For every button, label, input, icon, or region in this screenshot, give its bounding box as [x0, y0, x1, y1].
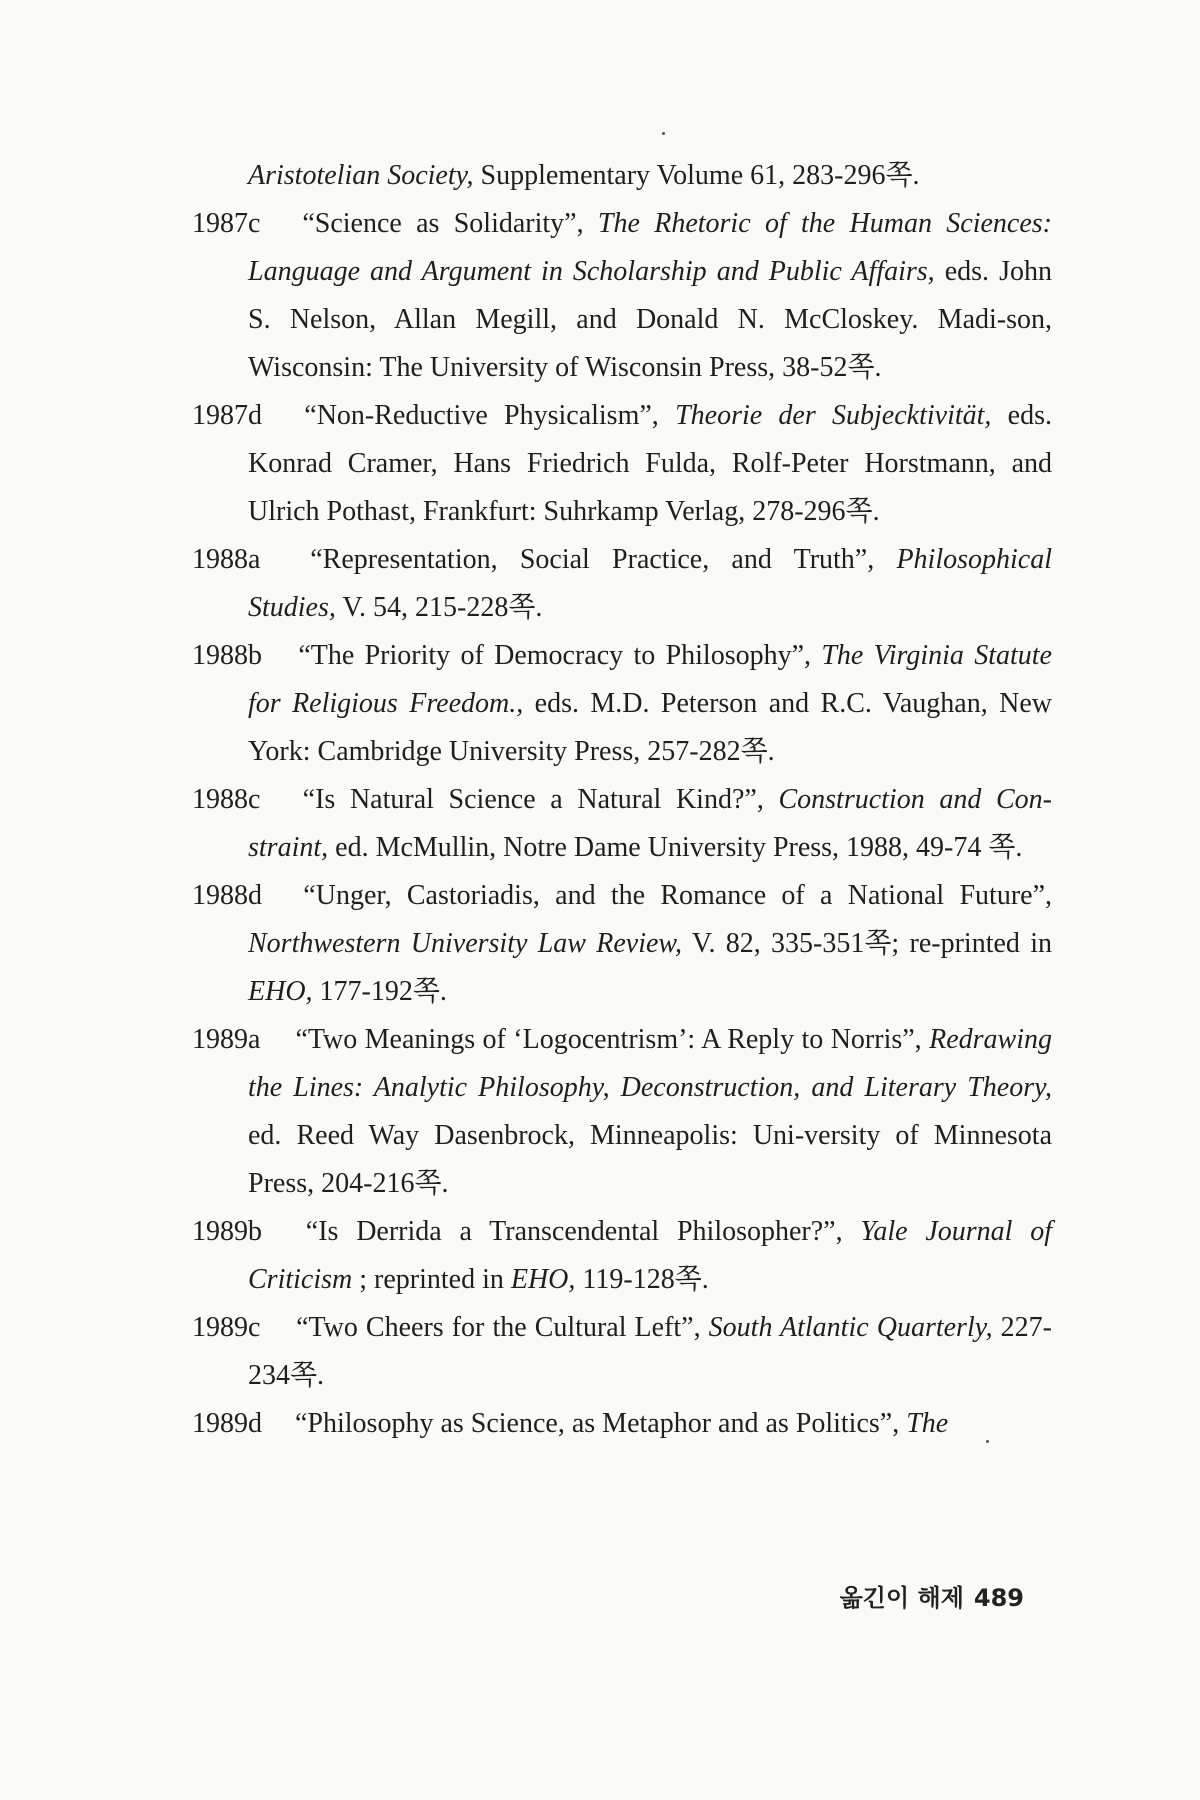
- entry-title: “Two Cheers for the Cultural Left”,: [296, 1312, 709, 1343]
- reference-entry: [192, 200, 1052, 392]
- entry-details: ; reprinted in: [352, 1264, 511, 1295]
- page-number: 489: [973, 1584, 1024, 1612]
- entry-title: “Two Meanings of ‘Logocentrism’: A Reply to Norris”,: [295, 1024, 930, 1055]
- entry-key: 1988b: [192, 640, 262, 671]
- entry-details: Supplementary Volume 61, 283-296쪽.: [473, 160, 920, 191]
- reference-entry: [192, 536, 1052, 632]
- reference-entry: [192, 1016, 1052, 1208]
- entry-title: “Unger, Castoriadis, and the Romance of a National Future”,: [303, 880, 1052, 911]
- entry-details: V. 54, 215-228쪽.: [335, 592, 543, 623]
- entry-key: 1987d: [192, 400, 262, 431]
- entry-source: The Virginia Statute for Religious Freedom.,: [248, 640, 1052, 719]
- entry-details: V. 82, 335-351쪽; re-printed in: [682, 928, 1052, 959]
- reference-entry: [192, 776, 1052, 872]
- entry-details: ed. Reed Way Dasenbrock, Minneapolis: Uni-versity of Minnesota Press, 204-216쪽.: [248, 1120, 1052, 1199]
- reference-entry: [192, 1304, 1052, 1400]
- entry-source: Redrawing the Lines: Analytic Philosophy, Deconstruction, and Literary Theory,: [248, 1024, 1053, 1103]
- reference-entry: [192, 872, 1052, 1016]
- entry-key: 1987c: [192, 208, 261, 239]
- entry-source: Construction and Con-straint,: [248, 784, 1053, 863]
- entry-source-abbrev: EHO,: [510, 1264, 576, 1295]
- entry-source: Northwestern University Law Review,: [248, 928, 683, 959]
- entry-details: eds. Konrad Cramer, Hans Friedrich Fulda, Rolf-Peter Horstmann, and Ulrich Pothast, Frankfurt: Suhrkamp Verlag, 278-296쪽.: [248, 400, 1052, 527]
- entry-title: “Non-Reductive Physicalism”,: [304, 400, 676, 431]
- entry-source-abbrev: EHO,: [248, 976, 313, 1007]
- entry-key: 1989b: [192, 1216, 262, 1247]
- entry-title: “Is Natural Science a Natural Kind?”,: [302, 784, 779, 815]
- continued-entry: [192, 152, 1052, 200]
- entry-details: eds. M.D. Peterson and R.C. Vaughan, New York: Cambridge University Press, 257-282쪽.: [248, 688, 1052, 767]
- entry-title: “Science as Solidarity”,: [302, 208, 598, 239]
- reference-list: [192, 152, 1052, 1448]
- entry-title: “Philosophy as Science, as Metaphor and as Politics”,: [295, 1408, 907, 1439]
- journal-title: Aristotelian Society,: [248, 160, 474, 191]
- reference-entry: [192, 1208, 1052, 1304]
- entry-details: ed. McMullin, Notre Dame University Press, 1988, 49-74 쪽.: [328, 832, 1023, 863]
- reference-entry: [192, 1400, 1052, 1448]
- scan-speck: [662, 132, 665, 135]
- entry-title: “The Priority of Democracy to Philosophy”,: [298, 640, 822, 671]
- entry-details: 177-192쪽.: [312, 976, 447, 1007]
- entry-source: Yale Journal of Criticism: [248, 1216, 1053, 1295]
- reference-entry: [192, 632, 1052, 776]
- entry-details: 119-128쪽.: [575, 1264, 709, 1295]
- entry-source: The Rhetoric of the Human Sciences: Language and Argument in Scholarship and Public Affairs,: [248, 208, 1053, 287]
- reference-entry: [192, 392, 1052, 536]
- entry-source: Theorie der Subjecktivität,: [675, 400, 992, 431]
- entry-key: 1988c: [192, 784, 261, 815]
- entry-key: 1989c: [192, 1312, 261, 1343]
- entry-key: 1988d: [192, 880, 262, 911]
- entry-source: The: [906, 1408, 949, 1439]
- entry-details: 227-234쪽.: [248, 1312, 1052, 1391]
- entry-title: “Is Derrida a Transcendental Philosopher?”,: [305, 1216, 861, 1247]
- entry-source: Philosophical Studies,: [248, 544, 1052, 623]
- entry-source: South Atlantic Quarterly,: [708, 1312, 993, 1343]
- entry-details: eds. John S. Nelson, Allan Megill, and Donald N. McCloskey. Madi-son, Wisconsin: The University of Wisconsin Press, 38-52쪽.: [248, 256, 1052, 383]
- entry-title: “Representation, Social Practice, and Truth”,: [310, 544, 897, 575]
- entry-key: 1988a: [192, 544, 261, 575]
- page-footer: [830, 1578, 1024, 1613]
- entry-key: 1989a: [192, 1024, 261, 1055]
- section-title: 옮긴이 해제: [839, 1584, 964, 1612]
- entry-key: 1989d: [192, 1408, 262, 1439]
